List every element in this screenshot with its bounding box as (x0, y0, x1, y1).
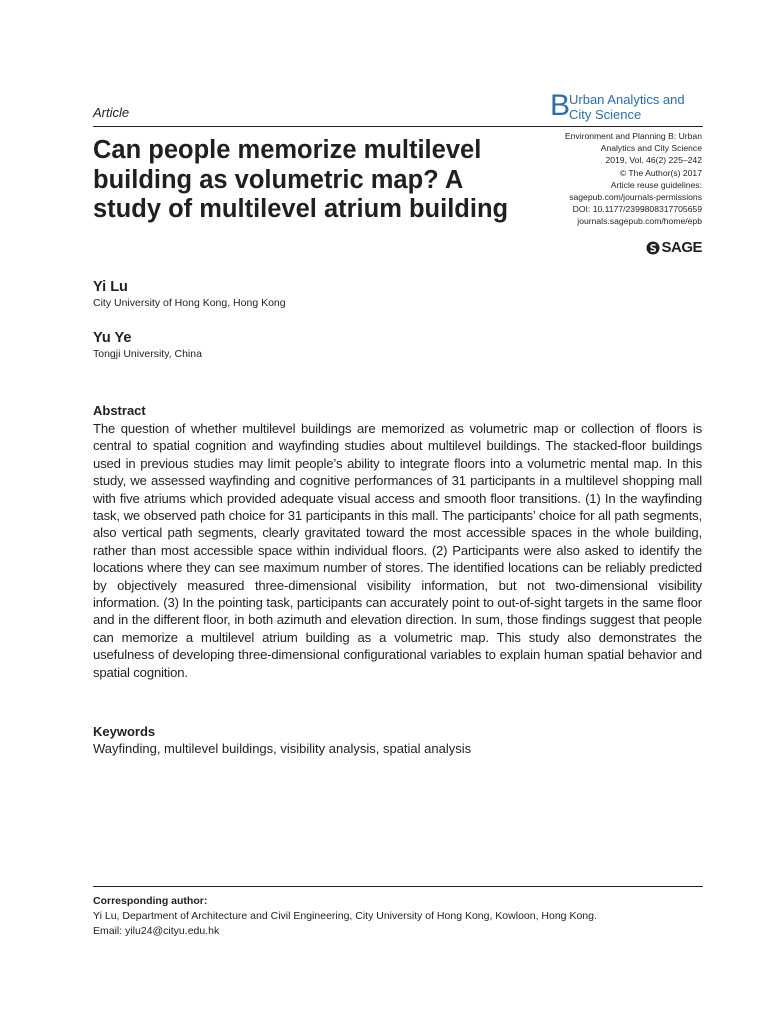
author-name: Yu Ye (93, 330, 132, 346)
pub-info-link[interactable]: journals.sagepub.com/home/epb (577, 216, 702, 227)
corresponding-author-email[interactable]: Email: yilu24@cityu.edu.hk (93, 925, 220, 937)
pub-info-line: © The Author(s) 2017 (619, 167, 702, 178)
pub-info-line: Environment and Planning B: Urban (564, 131, 702, 141)
journal-logo-letter: B (550, 89, 571, 122)
author-affiliation: City University of Hong Kong, Hong Kong (93, 297, 286, 309)
pub-info-line: Analytics and City Science (600, 143, 702, 154)
publisher-logo-text: SAGE (661, 239, 702, 256)
journal-logo (550, 89, 702, 125)
pub-info-line: 2019, Vol. 46(2) 225–242 (605, 155, 702, 166)
keywords-text: Wayfinding, multilevel buildings, visibility analysis, spatial analysis (93, 741, 472, 756)
abstract-text: The question of whether multilevel buildings are memorized as volumetric map or collection of floors is central to spatial cognition and wayfinding studies about multilevel buildings. The stacked-floor buildings used in previous studies may limit people’s ability to integrate floors into a volumetric mental map. In this study, we assessed wayfinding and cognitive performances of 31 participants in a multilevel shopping mall with five atriums which provided adequate visual access and smooth floor transitions. (1) In the wayfinding task, we observed path choice for 31 participants in this mall. The participants’ choice for all path segments, also vertical path segments, clearly gravitated toward the most accessible spaces in the whole building, rather than most accessible space within individual floors. (2) Participants were also asked to identify the locations where they can see maximum number of stores. The identified locations can be reliably predicted by objectively measured three-dimensional visibility information, but not two-dimensional visibility information. (3) In the pointing task, participants can accurately point to out-of-sight targets in the same floor and in the different floor, in both azimuth and elevation direction. In sum, those findings suggest that people can memorize a multilevel atrium building as a volumetric map. This study also demonstrates the usefulness of developing three-dimensional configurational variables to explain human spatial behavior and spatial cognition. (93, 421, 702, 680)
author-affiliation: Tongji University, China (93, 348, 202, 360)
publisher-logo (646, 239, 702, 256)
pub-info-line: Article reuse guidelines: (610, 179, 702, 190)
author-name: Yi Lu (93, 279, 128, 295)
paper-title: Can people memorize multilevel building as volumetric map? A study of multilevel atrium building (93, 136, 509, 223)
article-type-label: Article (93, 105, 130, 120)
abstract-heading: Abstract (93, 403, 146, 418)
corresponding-author-address: Yi Lu, Department of Architecture and Civil Engineering, City University of Hong Kong, Kowloon, Hong Kong. (93, 910, 597, 922)
pub-info-link[interactable]: sagepub.com/journals-permissions (569, 192, 702, 203)
corresponding-author-heading: Corresponding author: (93, 895, 208, 907)
journal-name-line: Urban Analytics and (569, 92, 685, 107)
journal-name (569, 92, 685, 122)
header-divider (93, 126, 703, 127)
pub-info-doi[interactable]: DOI: 10.1177/2399808317705659 (572, 204, 702, 215)
footer-divider (93, 886, 703, 887)
sage-mark-icon (646, 241, 660, 255)
journal-name-line: City Science (569, 107, 642, 122)
keywords-heading: Keywords (93, 724, 156, 739)
